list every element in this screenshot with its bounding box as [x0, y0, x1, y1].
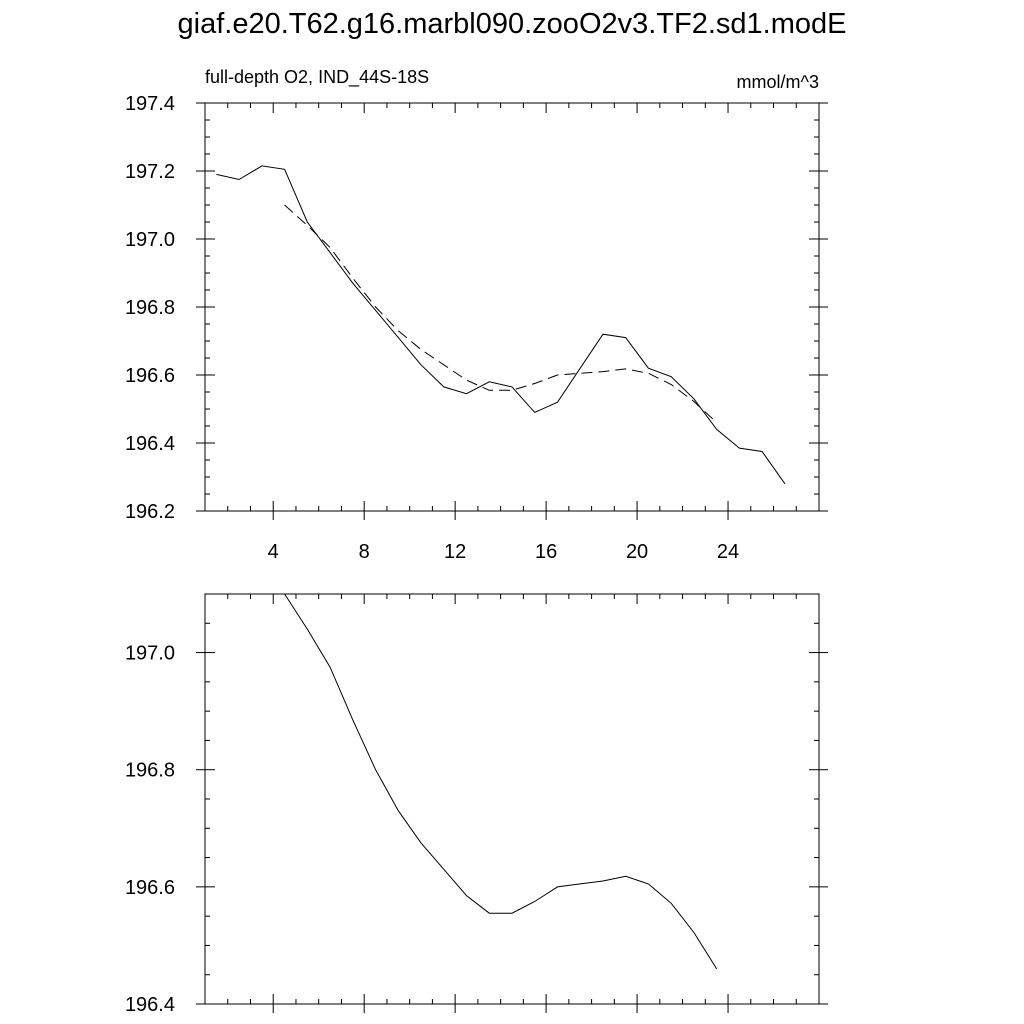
- series-line-solid: [285, 594, 717, 969]
- y-tick-label: 197.0: [124, 229, 175, 251]
- y-tick-label: 196.6: [124, 876, 175, 899]
- x-tick-label: 4: [267, 541, 279, 563]
- panel-subtitle-left: full-depth O2, IND_44S-18S: [205, 67, 430, 87]
- y-tick-label: 197.0: [124, 642, 175, 665]
- y-tick-label: 196.4: [124, 994, 175, 1016]
- series-line-dashed: [285, 205, 717, 423]
- x-tick-label: 20: [625, 541, 649, 563]
- y-tick-label: 196.4: [124, 433, 175, 455]
- y-tick-label: 197.2: [124, 161, 175, 183]
- y-tick-label: 196.2: [124, 501, 175, 523]
- x-tick-label: 12: [444, 541, 467, 563]
- y-tick-label: 196.6: [124, 365, 175, 387]
- y-tick-label: 196.8: [124, 297, 175, 319]
- plot-frame: [205, 103, 819, 511]
- top-panel: [125, 67, 828, 563]
- x-tick-label: 24: [716, 541, 740, 563]
- y-tick-label: 196.8: [124, 759, 175, 782]
- figure-title: giaf.e20.T62.g16.marbl090.zooO2v3.TF2.sd1.modE: [177, 8, 847, 40]
- panel-subtitle-right: mmol/m^3: [736, 72, 819, 92]
- x-tick-label: 16: [534, 541, 558, 563]
- series-line-solid: [216, 166, 785, 484]
- y-tick-label: 197.4: [124, 93, 175, 115]
- plot-frame: [205, 594, 819, 1004]
- x-tick-label: 8: [358, 541, 370, 563]
- bottom-panel: [125, 594, 828, 1016]
